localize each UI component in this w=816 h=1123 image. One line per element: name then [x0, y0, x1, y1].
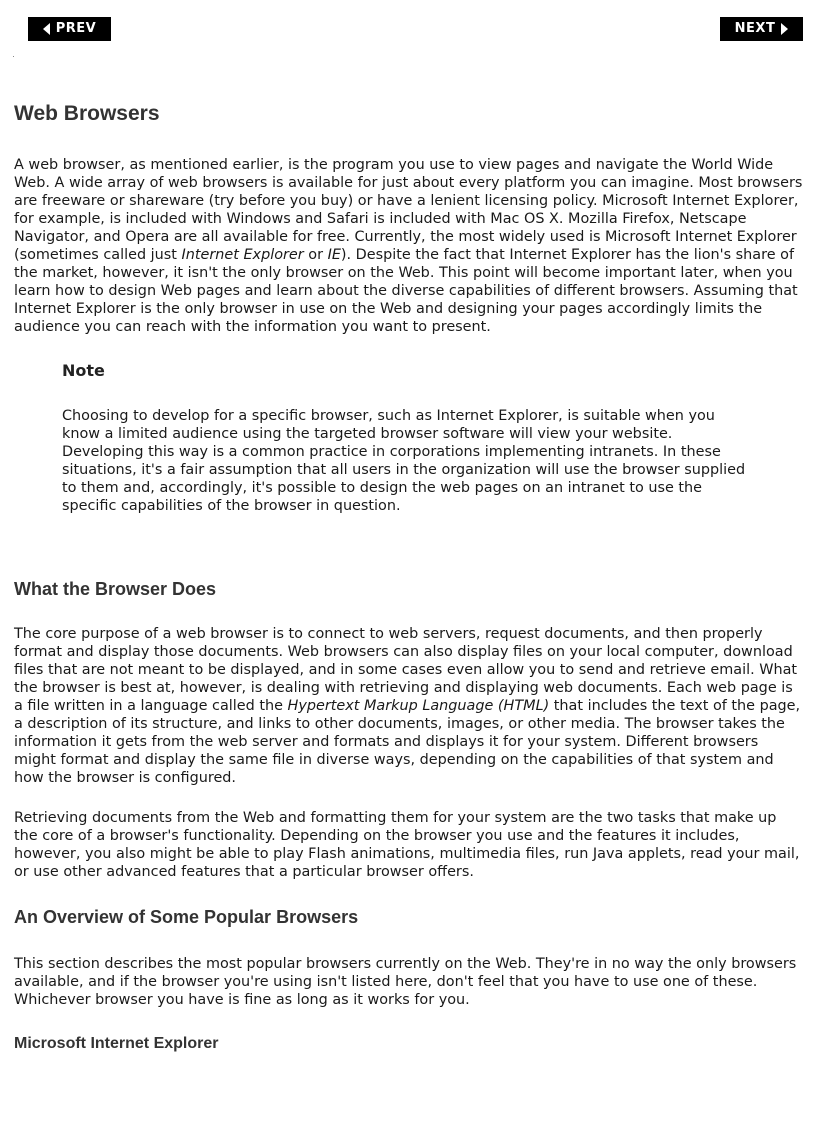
- next-label: NEXT: [734, 21, 776, 36]
- note-box: [62, 360, 762, 515]
- popular-browsers-paragraph: This section describes the most popular browsers currently on the Web. They're in no way the only browsers available, and if the browser you're using isn't listed here, don't feel that you have to use one of these. Whichever browser you have is fine as long as it works for you.: [14, 956, 797, 1008]
- what-browser-does-paragraph-2: Retrieving documents from the Web and formatting them for your system are the two tasks that make up the core of a browser's functionality. Depending on the browser you use and the features it includes, however, you also might be able to play Flash animations, multimedia files, run Java applets, read your mail, or use other advanced features that a particular browser offers.: [14, 810, 800, 880]
- note-text: Choosing to develop for a specific browser, such as Internet Explorer, is suitable when you know a limited audience using the targeted browser software will view your website. Developing this way is a common practice in corporations implementing intranets. In these situations, it's a fair assumption that all users in the organization will use the browser supplied to them and, accordingly, it's possible to design the web pages on an intranet to use the specific capabilities of the browser in question.: [62, 408, 746, 514]
- prev-button[interactable]: [28, 17, 111, 41]
- section-title-web-browsers: Web Browsers: [14, 102, 160, 125]
- what-browser-does-paragraph-1: The core purpose of a web browser is to connect to web servers, request documents, and then properly format and display those documents. Web browsers can also display files on your local computer, download files that are not meant to be displayed, and in some cases even allow you to send and retrieve email. What the browser is best at, however, is dealing with retrieving and displaying web documents. Each web page is a file written in a language called the Hypertext Markup Language (HTML) that includes the text of the page, a description of its structure, and links to other documents, images, or other media. The browser takes the information it gets from the web server and formats and displays it for your system. Different browsers might format and display the same file in diverse ways, depending on the capabilities of that system and how the browser is configured.: [14, 626, 801, 786]
- section-title-what-the-browser-does: What the Browser Does: [14, 579, 217, 599]
- anchor-dot: [13, 56, 14, 57]
- section-title-internet-explorer: Microsoft Internet Explorer: [14, 1035, 219, 1052]
- prev-label: PREV: [55, 21, 97, 36]
- note-title: Note: [62, 361, 105, 380]
- section-title-popular-browsers: An Overview of Some Popular Browsers: [14, 907, 359, 927]
- document-content: [14, 100, 804, 1055]
- arrow-left-icon: [43, 23, 50, 35]
- web-browsers-paragraph: A web browser, as mentioned earlier, is the program you use to view pages and navigate the World Wide Web. A wide array of web browsers is available for just about every platform you can imagine. Most browsers are freeware or shareware (try before you buy) or have a lenient licensing policy. Microsoft Internet Explorer, for example, is included with Windows and Safari is included with Mac OS X. Mozilla Firefox, Netscape Navigator, and Opera are all available for free. Currently, the most widely used is Microsoft Internet Explorer (sometimes called just Internet Explorer or IE). Despite the fact that Internet Explorer has the lion's share of the market, however, it isn't the only browser on the Web. This point will become important later, when you learn how to design Web pages and learn about the diverse capabilities of different browsers. Assuming that Internet Explorer is the only browser in use on the Web and designing your pages accordingly limits the audience you can reach with the information you want to present.: [14, 157, 803, 335]
- arrow-right-icon: [781, 23, 788, 35]
- next-button[interactable]: [720, 17, 803, 41]
